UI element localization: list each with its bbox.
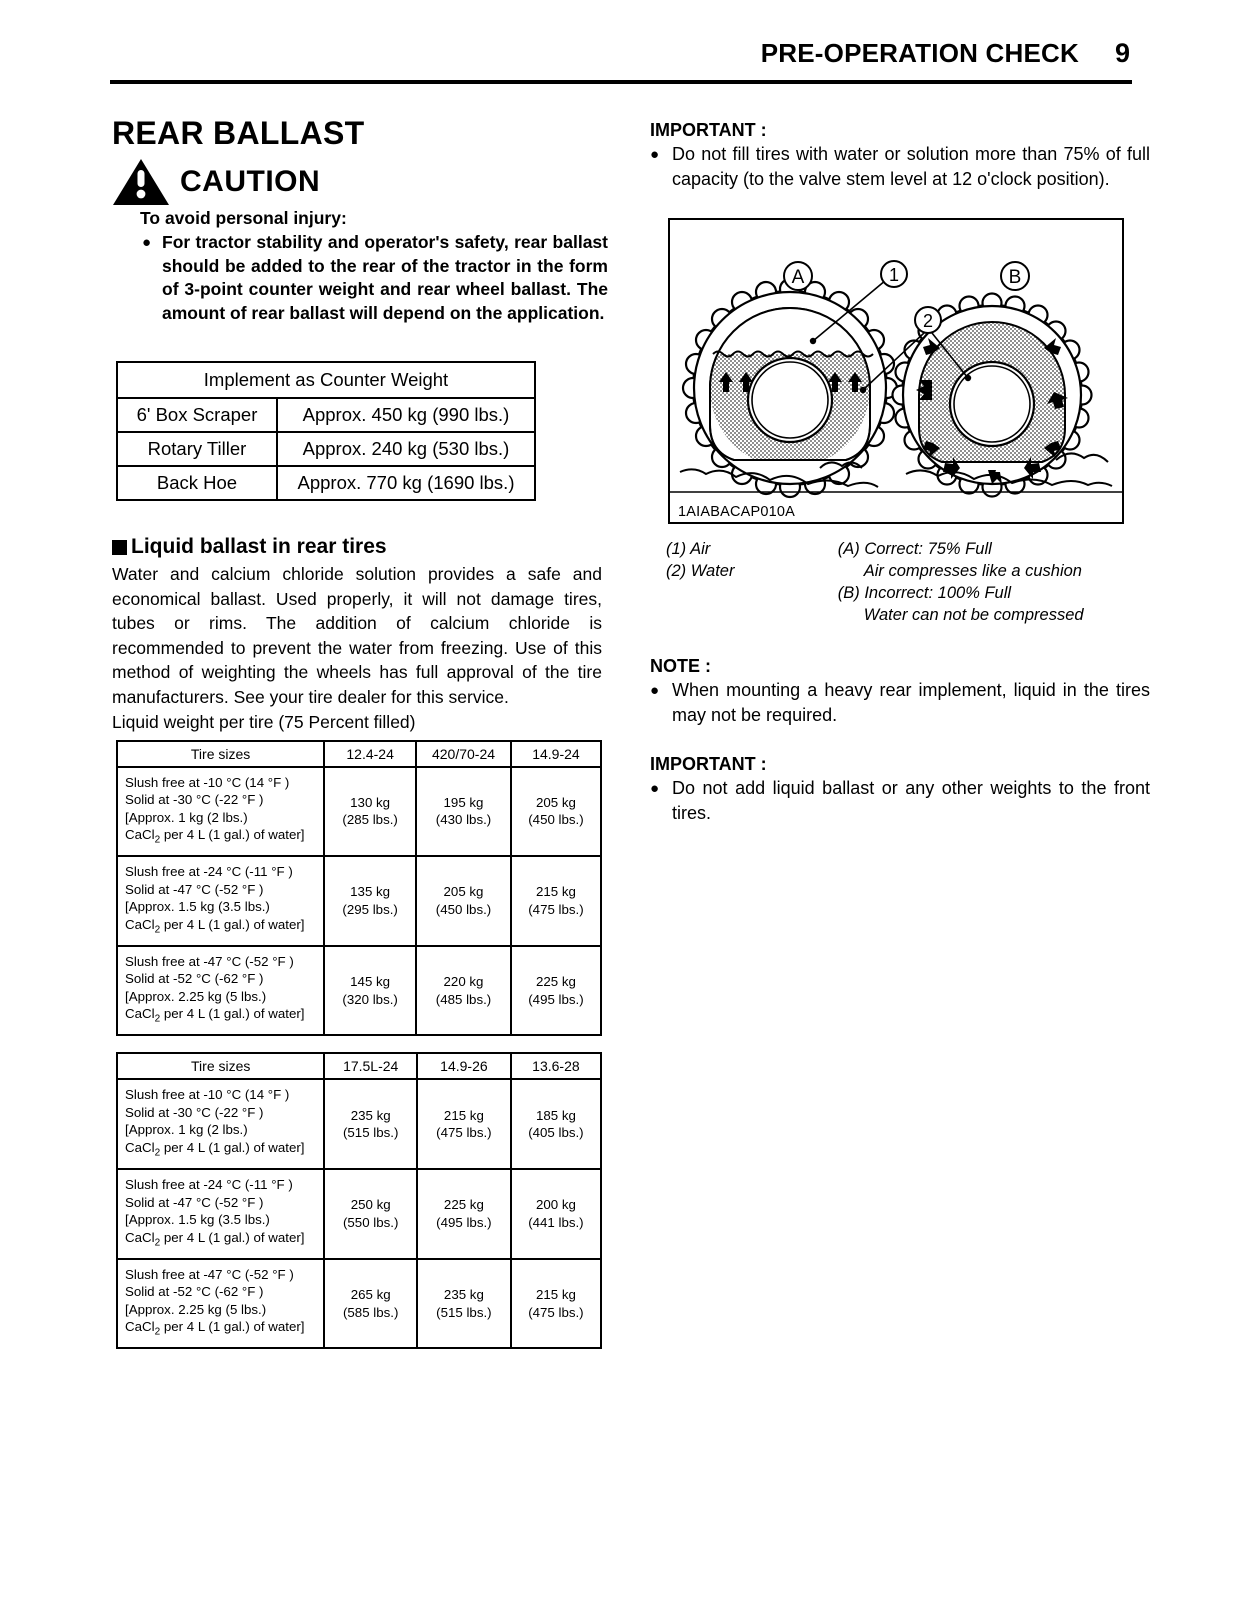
page-number: 9 [1114, 38, 1130, 68]
note-block [650, 656, 1150, 728]
weight-lbs: (515 lbs.) [342, 1125, 399, 1141]
condition-line: Slush free at -24 °C (-11 °F ) [125, 1177, 293, 1193]
liquid-ballast-heading-text: Liquid ballast in rear tires [131, 535, 387, 558]
condition-line: Slush free at -10 °C (14 °F ) [125, 774, 290, 790]
implement-name: 6' Box Scraper [117, 398, 277, 432]
weight-cell [511, 1079, 601, 1169]
tire-size-column: 13.6-28 [511, 1053, 601, 1079]
condition-line: Slush free at -10 °C (14 °F ) [125, 1087, 290, 1103]
callout-a [784, 262, 812, 290]
weight-cell [511, 946, 601, 1036]
table-row [117, 767, 601, 857]
weight-cell [324, 946, 416, 1036]
callout-b [1001, 262, 1029, 290]
svg-text:1: 1 [888, 265, 900, 285]
condition-line: Slush free at -47 °C (-52 °F ) [125, 1266, 294, 1282]
weight-kg: 135 kg [350, 884, 391, 900]
tire-size-column: 17.5L-24 [324, 1053, 417, 1079]
note-bullet [650, 678, 1150, 728]
condition-line: Slush free at -24 °C (-11 °F ) [125, 864, 293, 880]
tire-size-column: 12.4-24 [324, 741, 416, 767]
weight-kg: 220 kg [443, 974, 484, 990]
legend-item: (2) Water [666, 562, 735, 580]
condition-cell [117, 946, 324, 1036]
weight-lbs: (515 lbs.) [436, 1304, 492, 1320]
caution-lead: To avoid personal injury: [140, 208, 347, 228]
liquid-table-caption: Liquid weight per tire (75 Percent filled) [112, 712, 416, 732]
important-block-bottom [650, 754, 1150, 826]
condition-line: Slush free at -47 °C (-52 °F ) [125, 953, 294, 969]
weight-kg: 130 kg [350, 794, 391, 810]
condition-cell [117, 1169, 324, 1259]
table-row [117, 856, 601, 946]
condition-line: CaCl$_2$ per 4 L (1 gal.) of water] [125, 1139, 305, 1159]
weight-cell [511, 1259, 601, 1349]
weight-kg: 195 kg [443, 794, 484, 810]
important-bullet-top [650, 142, 1150, 192]
implement-table-header: Implement as Counter Weight [117, 362, 535, 398]
weight-kg: 235 kg [443, 1287, 484, 1303]
condition-line: CaCl$_2$ per 4 L (1 gal.) of water] [125, 916, 305, 936]
legend-item: (B) Incorrect: 100% Full [837, 584, 1012, 602]
weight-kg: 250 kg [350, 1197, 391, 1213]
table-row [117, 1259, 601, 1349]
weight-kg: 145 kg [350, 974, 391, 990]
bullet-dot-icon: ● [650, 780, 660, 797]
note-label: NOTE : [650, 656, 711, 676]
legend-item: (1) Air [666, 540, 711, 558]
figure-code: 1AIABACAP010A [678, 504, 796, 520]
implement-weight: Approx. 770 kg (1690 lbs.) [277, 466, 535, 500]
tire-size-column: 420/70-24 [416, 741, 511, 767]
weight-kg: 215 kg [535, 1287, 576, 1303]
left-column [112, 115, 614, 1349]
condition-line: CaCl$_2$ per 4 L (1 gal.) of water] [125, 1229, 305, 1249]
tire-size-column: 14.9-24 [511, 741, 601, 767]
condition-cell [117, 767, 324, 857]
page-title: REAR BALLAST [112, 115, 365, 151]
tire-fill-figure [668, 218, 1124, 524]
condition-line: Solid at -52 °C (-62 °F ) [125, 1284, 264, 1300]
warning-triangle-icon [112, 158, 170, 206]
table-row [117, 432, 535, 466]
weight-kg: 185 kg [535, 1107, 576, 1123]
weight-lbs: (485 lbs.) [435, 991, 492, 1007]
svg-text:A: A [791, 267, 805, 288]
implement-weight: Approx. 240 kg (530 lbs.) [277, 432, 535, 466]
weight-kg: 235 kg [350, 1107, 391, 1123]
weight-kg: 215 kg [536, 884, 576, 900]
condition-line: [Approx. 1 kg (2 lbs.) [125, 1122, 248, 1138]
condition-line: [Approx. 2.25 kg (5 lbs.) [125, 1301, 267, 1317]
legend-right-column [838, 538, 1150, 626]
tire-sizes-header: Tire sizes [117, 1053, 324, 1079]
tire-size-column: 14.9-26 [417, 1053, 511, 1079]
svg-text:B: B [1008, 267, 1022, 288]
legend-item: Water can not be compressed [863, 606, 1084, 624]
table-row [117, 1079, 601, 1169]
weight-cell [511, 1169, 601, 1259]
weight-lbs: (450 lbs.) [435, 901, 492, 917]
weight-cell [511, 767, 601, 857]
weight-kg: 225 kg [536, 974, 576, 990]
weight-lbs: (430 lbs.) [435, 812, 492, 828]
weight-cell [416, 767, 511, 857]
liquid-ballast-heading [112, 535, 614, 559]
table-row [117, 398, 535, 432]
table-row [117, 466, 535, 500]
weight-lbs: (550 lbs.) [342, 1214, 399, 1230]
important-bullet-text-top: Do not fill tires with water or solution more than 75% of full capacity (to the valve stem level at 12 o'clock position). [672, 144, 1150, 189]
implement-name: Rotary Tiller [117, 432, 277, 466]
weight-cell [416, 856, 511, 946]
caution-header [112, 158, 614, 206]
liquid-weight-table-2 [116, 1052, 602, 1349]
weight-lbs: (450 lbs.) [528, 812, 584, 828]
condition-line: Solid at -52 °C (-62 °F ) [125, 971, 264, 987]
weight-cell [324, 1169, 417, 1259]
weight-cell [417, 1169, 511, 1259]
weight-lbs: (285 lbs.) [342, 812, 398, 828]
weight-cell [417, 1079, 511, 1169]
weight-lbs: (495 lbs.) [436, 1214, 492, 1230]
legend-item: Air compresses like a cushion [863, 562, 1082, 580]
weight-lbs: (585 lbs.) [342, 1304, 399, 1320]
implement-weight: Approx. 450 kg (990 lbs.) [277, 398, 535, 432]
condition-line: [Approx. 1 kg (2 lbs.) [125, 809, 248, 825]
weight-lbs: (320 lbs.) [342, 991, 398, 1007]
condition-line: CaCl$_2$ per 4 L (1 gal.) of water] [125, 1006, 305, 1025]
tire-sizes-header: Tire sizes [117, 741, 324, 767]
weight-lbs: (441 lbs.) [528, 1214, 584, 1230]
table-spacer [112, 1036, 614, 1050]
weight-kg: 215 kg [443, 1107, 484, 1123]
important-bullet-text-bottom: Do not add liquid ballast or any other weights to the front tires. [672, 778, 1150, 823]
right-column [650, 120, 1150, 826]
weight-cell [417, 1259, 511, 1349]
weight-kg: 265 kg [350, 1287, 391, 1303]
weight-cell [324, 1259, 417, 1349]
condition-line: [Approx. 1.5 kg (3.5 lbs.) [125, 899, 270, 915]
condition-line: CaCl$_2$ per 4 L (1 gal.) of water] [125, 1319, 305, 1338]
weight-lbs: (495 lbs.) [528, 991, 584, 1007]
bullet-dot-icon: ● [142, 234, 152, 251]
weight-lbs: (475 lbs.) [436, 1125, 492, 1141]
table-row [117, 1169, 601, 1259]
table-row [117, 946, 601, 1036]
implement-name: Back Hoe [117, 466, 277, 500]
condition-line: [Approx. 2.25 kg (5 lbs.) [125, 988, 267, 1004]
condition-cell [117, 1259, 324, 1349]
table-header-row [117, 362, 535, 398]
weight-cell [324, 1079, 417, 1169]
weight-cell [416, 946, 511, 1036]
important-bullet-bottom [650, 776, 1150, 826]
weight-cell [324, 856, 416, 946]
liquid-ballast-paragraph: Water and calcium chloride solution provides a safe and economical ballast. Used properly, it will not damage tires, tubes or rims. The addition of calcium chloride is recommended to prevent the water from freezing. Use of this method of weighting the wheels has full approval of the tire manufacturers. See your tire dealer for this service. [112, 564, 602, 707]
weight-cell [324, 767, 416, 857]
page-header [110, 38, 1130, 69]
weight-kg: 200 kg [535, 1197, 576, 1213]
important-label-bottom: IMPORTANT : [650, 754, 767, 774]
bullet-dot-icon: ● [650, 146, 660, 163]
liquid-weight-table-1 [116, 740, 602, 1037]
weight-lbs: (405 lbs.) [528, 1125, 584, 1141]
bullet-dot-icon: ● [650, 682, 660, 699]
caution-bullet-item [142, 231, 608, 325]
table-header-row [117, 741, 601, 767]
weight-lbs: (475 lbs.) [528, 1304, 584, 1320]
weight-kg: 205 kg [536, 794, 576, 810]
condition-line: CaCl$_2$ per 4 L (1 gal.) of water] [125, 827, 305, 846]
condition-line: [Approx. 1.5 kg (3.5 lbs.) [125, 1212, 270, 1228]
weight-cell [511, 856, 601, 946]
note-bullet-text: When mounting a heavy rear implement, liquid in the tires may not be required. [672, 680, 1150, 725]
caution-label: CAUTION [180, 165, 321, 198]
svg-text:2: 2 [922, 311, 934, 331]
figure-legend [666, 538, 1150, 626]
condition-line: Solid at -47 °C (-52 °F ) [125, 881, 264, 897]
table-header-row [117, 1053, 601, 1079]
important-label-top: IMPORTANT : [650, 120, 767, 140]
weight-lbs: (475 lbs.) [528, 901, 584, 917]
condition-line: Solid at -30 °C (-22 °F ) [125, 1104, 264, 1120]
condition-line: Solid at -30 °C (-22 °F ) [125, 792, 264, 807]
condition-cell [117, 1079, 324, 1169]
legend-left-column [666, 538, 838, 626]
legend-item: (A) Correct: 75% Full [837, 540, 992, 558]
header-title: PRE-OPERATION CHECK [760, 38, 1079, 68]
caution-bullet-text: For tractor stability and operator's safety, rear ballast should be added to the rear of the tractor in the form of 3-point counter weight and rear wheel ballast. The amount of rear ballast will depend on the application. [162, 232, 608, 323]
condition-cell [117, 856, 324, 946]
weight-kg: 225 kg [443, 1197, 484, 1213]
implement-counter-weight-table [116, 361, 536, 501]
weight-kg: 205 kg [443, 884, 484, 900]
header-rule [110, 80, 1132, 84]
weight-lbs: (295 lbs.) [342, 901, 398, 917]
tire-diagram-svg [670, 220, 1122, 522]
condition-line: Solid at -47 °C (-52 °F ) [125, 1194, 264, 1210]
square-bullet-icon [112, 540, 127, 555]
